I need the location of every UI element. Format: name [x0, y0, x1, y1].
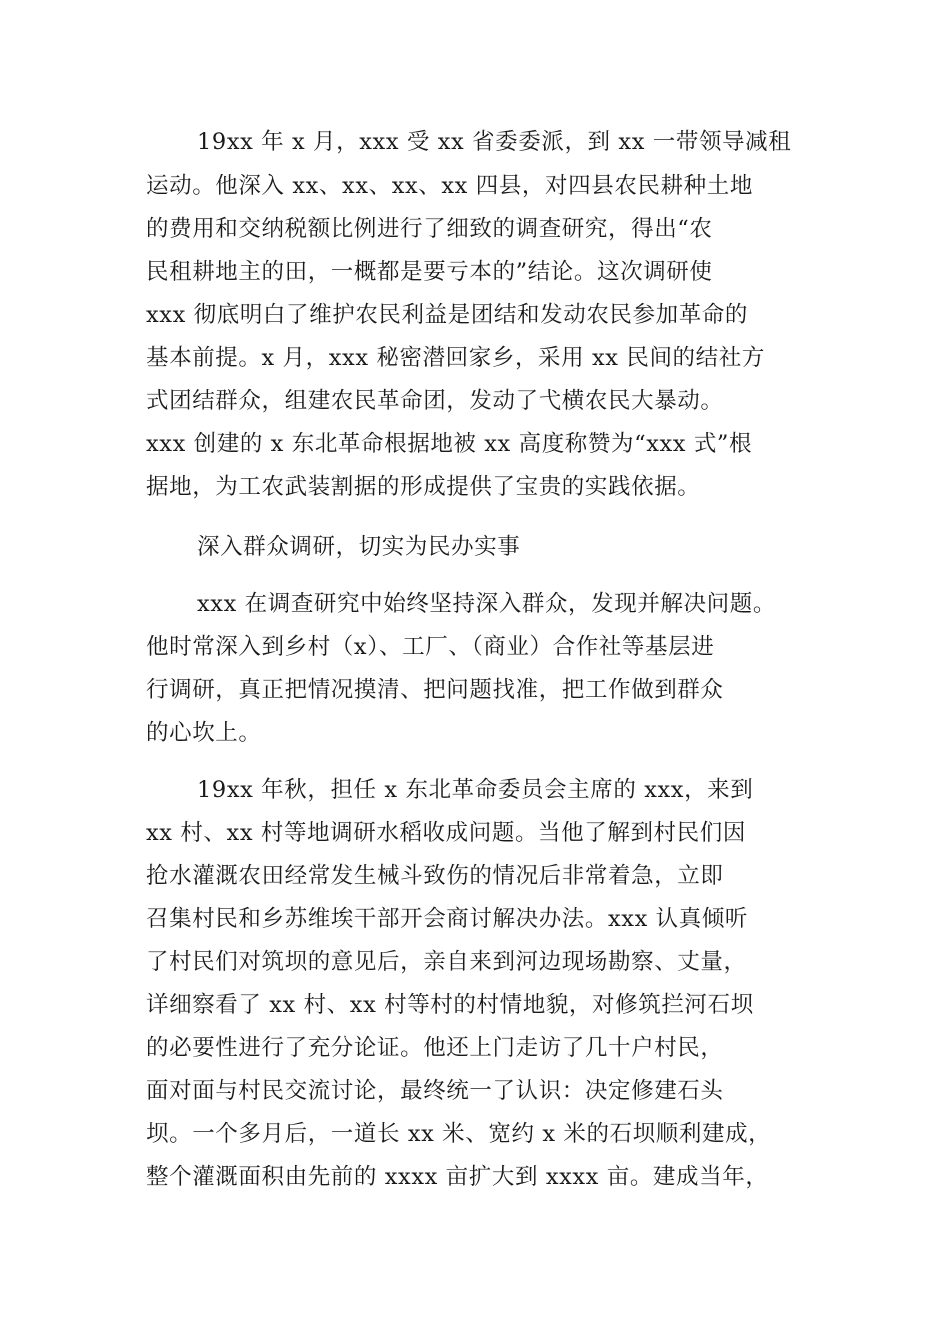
section-heading: 深入群众调研，切实为民办实事	[197, 534, 521, 560]
paragraph-2-line-1: xxx 在调查研究中始终坚持深入群众，发现并解决问题。	[197, 591, 776, 617]
paragraph-2-line-2: 他时常深入到乡村（x）、工厂、（商业）合作社等基层进	[146, 634, 715, 660]
paragraph-3-line-9: 坝。一个多月后，一道长 xx 米、宽约 x 米的石坝顺利建成，	[146, 1121, 772, 1147]
paragraph-1-line-4: 民租耕地主的田，一概都是要亏本的”结论。这次调研使	[146, 259, 713, 285]
paragraph-1-line-6: 基本前提。x 月，xxx 秘密潜回家乡，采用 xx 民间的结社方	[146, 345, 765, 371]
paragraph-3-line-1: 19xx 年秋，担任 x 东北革命委员会主席的 xxx，来到	[197, 777, 754, 803]
paragraph-3-line-3: 抢水灌溉农田经常发生械斗致伤的情况后非常着急，立即	[146, 863, 724, 889]
paragraph-1-line-8: xxx 创建的 x 东北革命根据地被 xx 高度称赞为“xxx 式”根	[146, 431, 753, 457]
paragraph-1-line-7: 式团结群众，组建农民革命团，发动了弋横农民大暴动。	[146, 388, 724, 414]
paragraph-1-line-5: xxx 彻底明白了维护农民利益是团结和发动农民参加革命的	[146, 302, 749, 328]
paragraph-3-line-10: 整个灌溉面积由先前的 xxxx 亩扩大到 xxxx 亩。建成当年，	[146, 1164, 769, 1190]
paragraph-1-line-2: 运动。他深入 xx、xx、xx、xx 四县，对四县农民耕种土地	[146, 173, 753, 199]
paragraph-3-line-6: 详细察看了 xx 村、xx 村等村的村情地貌，对修筑拦河石坝	[146, 992, 754, 1018]
paragraph-2-line-4: 的心坎上。	[146, 720, 262, 746]
paragraph-1-line-9: 据地，为工农武装割据的形成提供了宝贵的实践依据。	[146, 474, 701, 500]
paragraph-3-line-7: 的必要性进行了充分论证。他还上门走访了几十户村民，	[146, 1035, 724, 1061]
paragraph-2-line-3: 行调研，真正把情况摸清、把问题找准，把工作做到群众	[146, 677, 724, 703]
paragraph-3-line-4: 召集村民和乡苏维埃干部开会商讨解决办法。xxx 认真倾听	[146, 906, 749, 932]
paragraph-3-line-2: xx 村、xx 村等地调研水稻收成问题。当他了解到村民们因	[146, 820, 746, 846]
paragraph-1-line-1: 19xx 年 x 月，xxx 受 xx 省委委派，到 xx 一带领导减租	[197, 129, 792, 155]
paragraph-1-line-3: 的费用和交纳税额比例进行了细致的调查研究，得出“农	[146, 216, 713, 242]
paragraph-3-line-5: 了村民们对筑坝的意见后，亲自来到河边现场勘察、丈量，	[146, 949, 747, 975]
paragraph-3-line-8: 面对面与村民交流讨论，最终统一了认识：决定修建石头	[146, 1078, 724, 1104]
